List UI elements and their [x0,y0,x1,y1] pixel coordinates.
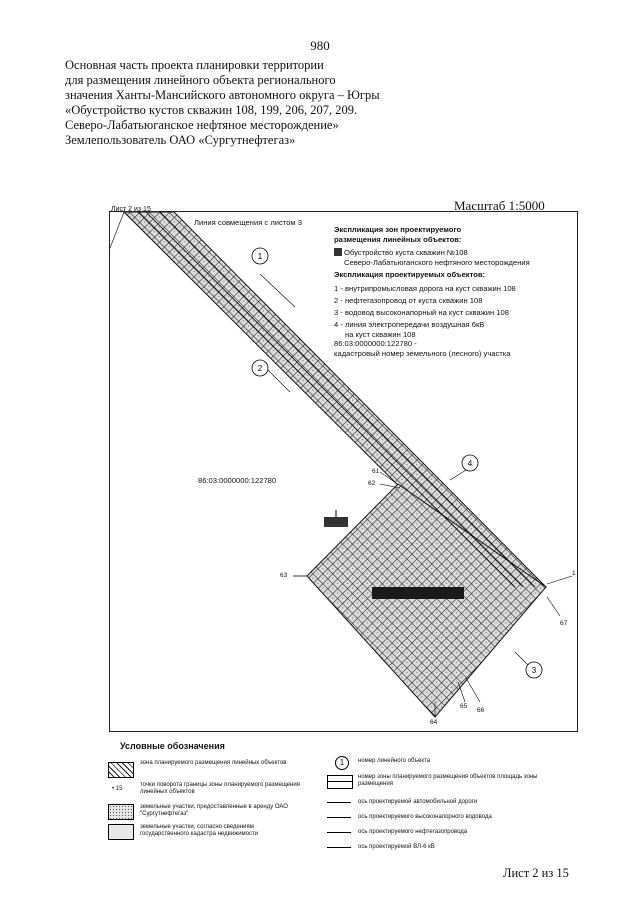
zones-title: размещения линейных объектов: [334,235,462,244]
zone-item: Северо-Лабатьюганского нефтяного месторождения [344,258,530,267]
legend-item: зона планируемого размещения линейных объектов [140,760,287,766]
point-label: 62 [368,480,376,487]
legend-item: ось проектируемой автомобильной дороги [358,799,478,805]
sheet-number: Лист 2 из 15 [503,866,569,880]
leased-parcel-icon [108,804,134,820]
object-item: 3 - водовод высоконапорный на куст скважин 108 [334,308,510,317]
zone-hatch-icon [108,762,134,778]
header-line: Землепользователь ОАО «Сургутнефтегаз» [65,133,296,147]
point-label: 63 [280,572,288,579]
zone-swatch-icon [334,248,342,256]
cut-label: Лист 2 из 15 [111,206,151,211]
redacted-block [372,587,464,599]
zones-title: Экспликация зон проектируемого [334,225,462,234]
circle-marker [252,248,268,264]
header-line: значения Ханты-Мансийского автономного округа – Югры [65,88,380,102]
legend-item: номер линейного объекта [358,758,431,764]
circle-marker [526,662,542,678]
map-scale: Масштаб 1:5000 [454,198,545,213]
legend-item: земельные участки, предоставленные в аренду ОАО "Сургутнефтегаз" [140,804,288,817]
match-line-label: Линия совмещения с листом 3 [194,218,302,227]
plan-map [109,211,578,732]
point-symbol-icon: • 15 [112,786,123,792]
legend-item: ось проектируемого нефтегазопровода [358,829,468,835]
header-line: Северо-Лабатьюганское нефтяное месторождение» [65,118,339,132]
circle-marker-label: 1 [257,252,263,261]
object-item: 4 - линия электропередачи воздушная 6кВ [334,320,485,329]
road-axis-icon [327,802,351,803]
object-item: 2 - нефтегазопровод от куста скважин 108 [334,296,483,305]
pipeline-axis-icon [327,832,351,833]
point-label: 64 [430,719,438,726]
parcel-label: 86:03:0000000:122780 [198,476,277,485]
circle-marker-label: 3 [531,666,537,675]
circle-marker [462,455,478,471]
page-number: 980 [310,38,330,53]
legend-item: ось проектируемой ВЛ-6 кВ [358,844,435,850]
circle-marker-label: 4 [467,459,473,468]
legend-title: Условные обозначения [120,741,225,751]
powerline-axis-icon [327,847,351,848]
legend-item: точки поворота границы зоны планируемого размещения линейных объектов [140,782,300,795]
header-line: «Обустройство кустов скважин 108, 199, 206, 207, 209. [65,103,358,117]
circle-marker [252,360,268,376]
point-label: 66 [477,707,485,714]
cadastral-desc: кадастровый номер земельного (лесного) участка [334,349,511,358]
legend-item: земельные участки, согласно сведениям государственного кадастра недвижимости [140,824,259,837]
cadastre-parcel-icon [108,824,134,840]
legend-item: номер зоны планируемого размещения объектов площадь зоны размещения [358,774,538,787]
circle-number-icon: 1 [335,756,349,770]
zone-number-icon [327,775,353,789]
header-line: для размещения линейного объекта регионального [65,73,336,87]
point-label: 65 [460,703,468,710]
water-axis-icon [327,817,351,818]
point-label: 67 [560,620,568,627]
header-line: Основная часть проекта планировки территории [65,58,324,72]
object-item: на куст скважин 108 [345,330,416,339]
object-item: 1 - внутрипромысловая дорога на куст скважин 108 [334,284,516,293]
objects-title: Экспликация проектируемых объектов: [334,270,486,279]
point-label: 61 [372,468,380,475]
point-label: 1 [572,570,576,577]
cadastral-number: 86:03:0000000:122780 - [334,339,417,348]
document-header [65,58,380,148]
circle-marker-label: 2 [257,364,263,373]
zone-item: Обустройство куста скважин №108 [344,248,468,257]
legend-item: ось проектируемого высоконапорного водовода [358,814,492,820]
